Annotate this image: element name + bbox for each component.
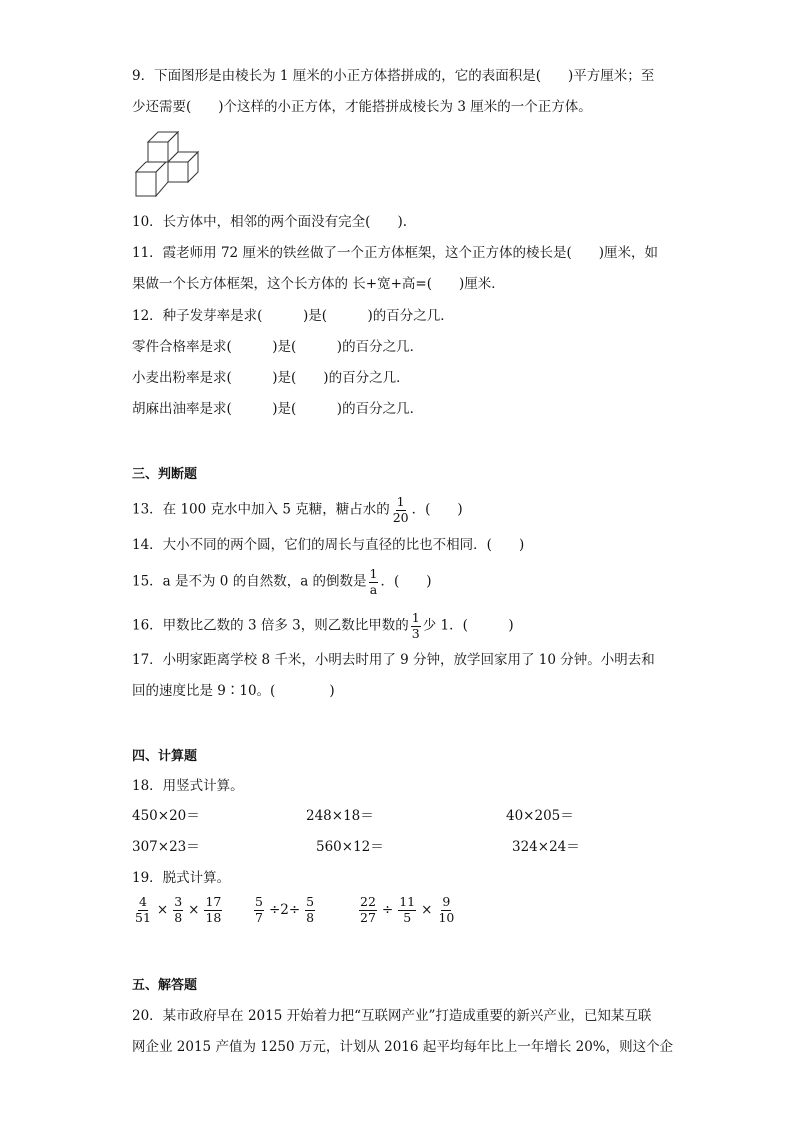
- q18-item: 40×205＝: [506, 808, 574, 824]
- numerator: 11: [399, 894, 416, 909]
- q13-denominator: 20: [392, 509, 409, 525]
- denominator: 8: [174, 909, 183, 925]
- q20-line1: 20．某市政府早在 2015 开始着力把“互联网产业”打造成重要的新兴产业，已知某互联: [132, 1008, 652, 1024]
- q18-item: 560×12＝: [316, 839, 384, 855]
- q15: [132, 568, 432, 596]
- numerator: 5: [306, 894, 315, 909]
- q16-denominator: 3: [411, 625, 420, 641]
- denominator: 8: [306, 909, 315, 925]
- q11-line1: 11．霞老师用 72 厘米的铁丝做了一个正方体框架，这个正方体的棱长是( )厘米，如: [132, 245, 658, 261]
- q16-fraction: [411, 612, 421, 640]
- fraction: [134, 896, 152, 924]
- fraction: [359, 896, 377, 924]
- numerator: 4: [138, 894, 147, 909]
- numerator: 3: [174, 894, 183, 909]
- numerator: 22: [360, 894, 376, 909]
- fraction: [398, 896, 416, 924]
- q16-text: 16．甲数比乙数的 3 倍多 3，则乙数比甲数的: [132, 617, 409, 634]
- q17-line1: 17．小明家距离学校 8 千米，小明去时用了 9 分钟，放学回家用了 10 分钟。小明去和: [132, 652, 655, 668]
- denominator: 5: [403, 909, 412, 925]
- q13-answer: ．( ): [411, 501, 463, 518]
- operator: ×: [421, 901, 433, 918]
- q12-line2: 零件合格率是求( )是( )的百分之几．: [132, 339, 424, 355]
- q16-numerator: 1: [411, 610, 420, 625]
- q18-title: 18．用竖式计算。: [132, 778, 244, 794]
- q18-item: 324×24＝: [512, 839, 580, 855]
- q9-line1: 9．下面图形是由棱长为 1 厘米的小正方体搭拼成的，它的表面积是( )平方厘米；至: [132, 68, 655, 84]
- q17-line2: 回的速度比是 9∶10。( ): [132, 683, 335, 699]
- fraction: [204, 896, 222, 924]
- q15-fraction: [369, 568, 379, 596]
- cube-figure: [132, 128, 208, 200]
- operator: ×: [188, 901, 200, 918]
- q19-expression-3: [357, 896, 457, 924]
- section5-title: 五、解答题: [132, 978, 198, 993]
- q15-numerator: 1: [369, 566, 378, 581]
- denominator: 10: [438, 909, 455, 925]
- q19-expression-2: [252, 896, 317, 924]
- fraction: [254, 896, 264, 924]
- denominator: 27: [360, 909, 376, 925]
- q13-fraction: [392, 496, 410, 524]
- operator: ×: [156, 901, 169, 918]
- numerator: 5: [255, 894, 263, 909]
- operator: ÷: [381, 901, 394, 918]
- denominator: 7: [255, 909, 263, 925]
- denominator: 51: [135, 909, 151, 925]
- q13-text: 13．在 100 克水中加入 5 克糖，糖占水的: [132, 501, 390, 518]
- section3-title: 三、判断题: [132, 467, 198, 482]
- q15-answer: ．( ): [380, 573, 432, 590]
- fraction: [437, 896, 455, 924]
- q9-line2: 少还需要( )个这样的小正方体，才能搭拼成棱长为 3 厘米的一个正方体。: [132, 99, 592, 115]
- q14: 14．大小不同的两个圆，它们的周长与直径的比也不相同．( ): [132, 537, 525, 553]
- q12-line3: 小麦出粉率是求( )是( )的百分之几．: [132, 370, 410, 386]
- q10: 10．长方体中，相邻的两个面没有完全( ).: [132, 214, 408, 230]
- q11-line2: 果做一个长方体框架，这个长方体的 长+宽+高=( )厘米．: [132, 276, 505, 292]
- section4-title: 四、计算题: [132, 749, 198, 764]
- q15-denominator: a: [369, 581, 378, 597]
- q16: [132, 612, 514, 640]
- q12-line4: 胡麻出油率是求( )是( )的百分之几．: [132, 401, 424, 417]
- q18-item: 450×20＝: [132, 808, 200, 824]
- q18-item: 248×18＝: [306, 808, 374, 824]
- q13: [132, 496, 463, 524]
- q18-item: 307×23＝: [132, 839, 200, 855]
- q15-text: 15．a 是不为 0 的自然数，a 的倒数是: [132, 573, 367, 590]
- q20-line2: 网企业 2015 产值为 1250 万元，计划从 2016 起平均每年比上一年增长 20%，则这个企: [132, 1039, 674, 1055]
- q12-line1: 12．种子发芽率是求( )是( )的百分之几．: [132, 308, 454, 324]
- numerator: 9: [442, 894, 451, 909]
- q19-expression-1: [132, 896, 224, 924]
- q13-numerator: 1: [396, 494, 405, 509]
- fraction: [173, 896, 183, 924]
- operator: ÷2÷: [268, 901, 301, 918]
- denominator: 18: [205, 909, 222, 925]
- q19-title: 19．脱式计算。: [132, 870, 231, 886]
- q16-answer: 少 1．( ): [422, 617, 514, 634]
- numerator: 17: [205, 894, 222, 909]
- fraction: [305, 896, 315, 924]
